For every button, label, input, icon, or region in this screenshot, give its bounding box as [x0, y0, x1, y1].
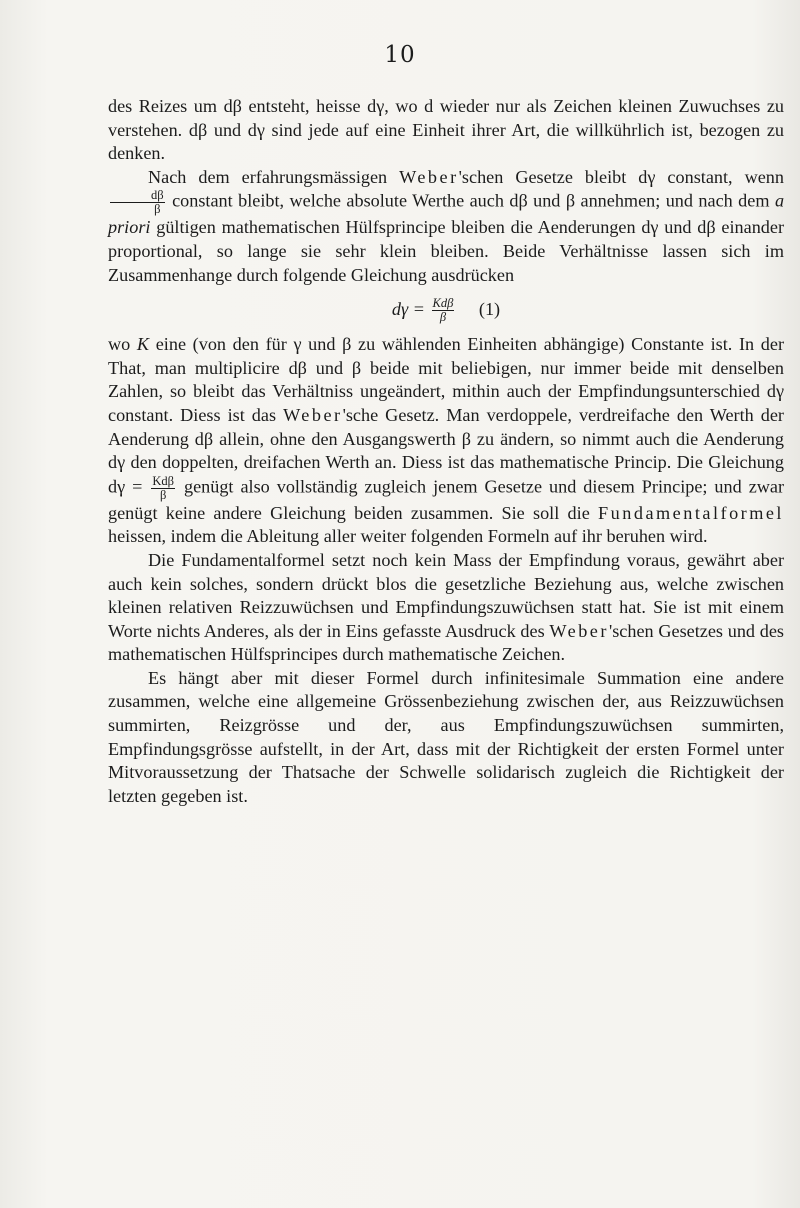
paragraph-2: Nach dem erfahrungsmässigen Weber'schen Gesetze bleibt dγ constant, wenn $\frac{d\beta}{\beta}$ constant bleibt, welche absolute Werthe auch dβ und β annehmen; und nach dem a priori gültigen mathematischen Hülfsprincipe bleiben die Aenderungen dγ und dβ einander proportional, so lange sie sehr klein bleiben. Beide Verhältnisse lassen sich im Zusammenhange durch folgende Gleichung ausdrücken [108, 166, 785, 285]
paragraph-4: Die Fundamentalformel setzt noch kein Mass der Empfindung voraus, gewährt aber auch kein solches, sondern drückt blos die gesetzliche Beziehung aus, welche zwischen kleinen relativen Reizzuwüchsen und Empfindungszuwüchsen statt hat. Sie ist mit einem Worte nichts Anderes, als der in Eins gefasste Ausdruck des Weber'schen Gesetzes und des mathematischen Hülfsprincipes durch mathematische Zeichen. [108, 549, 785, 665]
constant-k: K [136, 334, 150, 355]
page-number: 10 [384, 42, 416, 68]
inline-fraction: $\frac{d\beta}{\beta}$ [110, 189, 165, 216]
name-weber: Weber [283, 404, 343, 425]
name-weber: Weber [549, 620, 609, 641]
paragraph-5: Es hängt aber mit dieser Formel durch infinitesimale Summation eine andere zusammen, welche eine allgemeine Grössenbeziehung zwischen der, aus Reizzuwüchsen summirten, Reizgrösse und der, aus Empfindungszuwüchsen summirten, Empfindungsgrösse aufstellt, in der Art, dass mit der Richtigkeit der ersten Formel unter Mitvoraussetzung der Thatsache der Schwelle solidarisch zugleich die Richtigkeit der letzten gegeben ist. [108, 667, 784, 806]
paragraph-1: des Reizes um dβ entsteht, heisse dγ, wo d wieder nur als Zeichen kleinen Zuwuchses zu verstehen. dβ und dγ sind jede auf eine Einheit ihrer Art, die willkührlich ist, bezogen zu denken. [108, 96, 784, 164]
inline-fraction: $\frac{\text{Kdβ}}{\beta}$ [152, 473, 174, 502]
equation-lhs: dγ = [391, 299, 425, 320]
a-priori: a priori [108, 191, 785, 238]
name-weber: Weber [399, 166, 459, 187]
term-fundamentalformel: Fundamentalformel [598, 502, 784, 523]
equation-fraction: $\frac{\text{Kdβ}}{\beta}$ [432, 296, 454, 325]
equation-number: (1) [478, 299, 501, 320]
paragraph-3: wo K eine (von den für γ und β zu wählenden Einheiten abhängige) Constante ist. In der That, man multiplicire dβ und β beide mit beliebigen, nur immer beide mit denselben Zahlen, so bleibt das Verhältniss ungeändert, mithin auch der Empfindungsunterschied dγ constant. Diess ist das Weber'sche Gesetz. Man verdoppele, verdreifache den Werth der Aenderung dβ allein, ohne den Ausgangswerth β zu ändern, so nimmt auch die Aenderung dγ den doppelten, dreifachen Werth an. Diess ist das mathematische Princip. Die Gleichung dγ = $\frac{\text{Kdβ}}{\beta}$ genügt also vollständig zugleich jenem Gesetze und diesem Principe; und zwar genügt keine andere Gleichung beiden zusammen. Sie soll die Fundamentalformel heissen, indem die Ableitung aller weiter folgenden Formeln auf ihr beruhen wird. [108, 334, 785, 547]
body-text [108, 95, 784, 808]
equation-1 [108, 289, 784, 329]
